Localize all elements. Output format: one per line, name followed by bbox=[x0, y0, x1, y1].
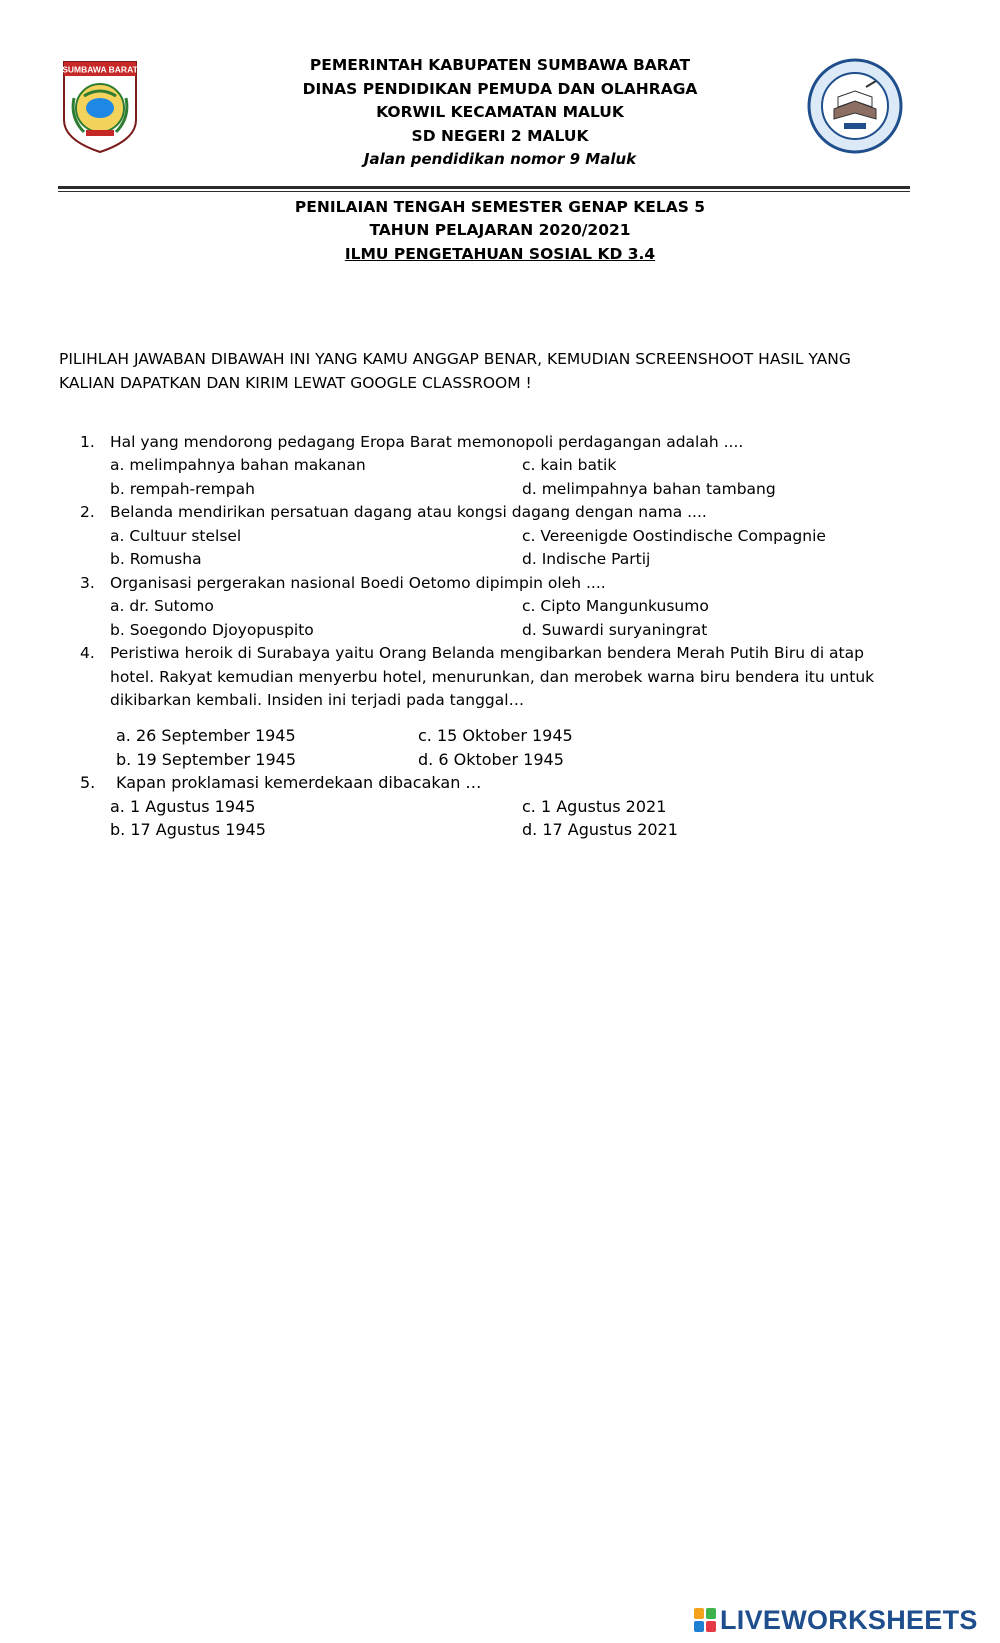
option-c[interactable]: c. Vereenigde Oostindische Compagnie bbox=[522, 527, 826, 545]
liveworksheets-logo[interactable] bbox=[694, 1604, 978, 1636]
option-a[interactable]: a. Cultuur stelsel bbox=[110, 527, 242, 545]
header-line-school: SD NEGERI 2 MALUK bbox=[411, 127, 589, 145]
header-line-department: DINAS PENDIDIKAN PEMUDA DAN OLAHRAGA bbox=[302, 80, 698, 98]
option-c[interactable]: c. 1 Agustus 2021 bbox=[522, 797, 667, 816]
question-text: Hal yang mendorong pedagang Eropa Barat memonopoli perdagangan adalah .... bbox=[110, 433, 744, 451]
option-b[interactable]: b. 17 Agustus 1945 bbox=[110, 820, 266, 839]
block-red bbox=[706, 1621, 716, 1632]
question-number: 1. bbox=[80, 433, 95, 451]
instruction-line-2: KALIAN DAPATKAN DAN KIRIM LEWAT GOOGLE CLASSROOM ! bbox=[59, 374, 532, 392]
header-divider-thin bbox=[58, 191, 910, 192]
academic-year: TAHUN PELAJARAN 2020/2021 bbox=[369, 221, 631, 239]
sumbawa-barat-emblem-icon bbox=[60, 58, 140, 154]
header-address: Jalan pendidikan nomor 9 Maluk bbox=[363, 150, 637, 168]
question-number: 4. bbox=[80, 644, 95, 662]
option-c[interactable]: c. kain batik bbox=[522, 456, 617, 474]
liveworksheets-blocks-icon bbox=[694, 1608, 716, 1632]
option-c[interactable]: c. 15 Oktober 1945 bbox=[418, 726, 573, 745]
question-text: Organisasi pergerakan nasional Boedi Oetomo dipimpin oleh .... bbox=[110, 574, 606, 592]
option-a[interactable]: a. 26 September 1945 bbox=[116, 726, 296, 745]
option-b[interactable]: b. 19 September 1945 bbox=[116, 750, 297, 769]
option-d[interactable]: d. melimpahnya bahan tambang bbox=[522, 480, 776, 498]
block-orange bbox=[694, 1608, 704, 1619]
subject-title: ILMU PENGETAHUAN SOSIAL KD 3.4 bbox=[344, 245, 656, 263]
question-number: 3. bbox=[80, 574, 95, 592]
option-d[interactable]: d. 6 Oktober 1945 bbox=[418, 750, 564, 769]
block-blue bbox=[694, 1621, 704, 1632]
block-green bbox=[706, 1608, 716, 1619]
question-number: 2. bbox=[80, 503, 95, 521]
option-b[interactable]: b. Romusha bbox=[110, 550, 202, 568]
option-d[interactable]: d. 17 Agustus 2021 bbox=[522, 820, 678, 839]
question-text-line-1: Peristiwa heroik di Surabaya yaitu Orang Belanda mengibarkan bendera Merah Putih Biru di atap bbox=[110, 644, 864, 662]
header-line-korwil: KORWIL KECAMATAN MALUK bbox=[376, 103, 624, 121]
question-text-line-2: hotel. Rakyat kemudian menyerbu hotel, menurunkan, dan merobek warna biru bendera itu untuk bbox=[110, 668, 875, 686]
option-a[interactable]: a. 1 Agustus 1945 bbox=[110, 797, 256, 816]
liveworksheets-wordmark: LIVEWORKSHEETS bbox=[720, 1604, 978, 1635]
option-a[interactable]: a. melimpahnya bahan makanan bbox=[110, 456, 366, 474]
instruction-line-1: PILIHLAH JAWABAN DIBAWAH INI YANG KAMU ANGGAP BENAR, KEMUDIAN SCREENSHOOT HASIL YANG bbox=[59, 350, 851, 368]
header-line-government: PEMERINTAH KABUPATEN SUMBAWA BARAT bbox=[309, 56, 691, 74]
option-d[interactable]: d. Indische Partij bbox=[522, 550, 651, 568]
option-b[interactable]: b. rempah-rempah bbox=[110, 480, 255, 498]
question-text: Kapan proklamasi kemerdekaan dibacakan … bbox=[116, 773, 482, 792]
option-c[interactable]: c. Cipto Mangunkusumo bbox=[522, 597, 709, 615]
option-a[interactable]: a. dr. Sutomo bbox=[110, 597, 214, 615]
option-b[interactable]: b. Soegondo Djoyopuspito bbox=[110, 621, 314, 639]
option-d[interactable]: d. Suwardi suryaningrat bbox=[522, 621, 708, 639]
question-text: Belanda mendirikan persatuan dagang atau kongsi dagang dengan nama .... bbox=[110, 503, 707, 521]
question-text-line-3: dikibarkan kembali. Insiden ini terjadi pada tanggal… bbox=[110, 691, 525, 709]
emblem-caption: SUMBAWA BARAT bbox=[62, 64, 138, 75]
exam-title: PENILAIAN TENGAH SEMESTER GENAP KELAS 5 bbox=[294, 198, 706, 216]
header-divider-thick bbox=[58, 186, 910, 189]
question-number: 5. bbox=[80, 773, 96, 792]
